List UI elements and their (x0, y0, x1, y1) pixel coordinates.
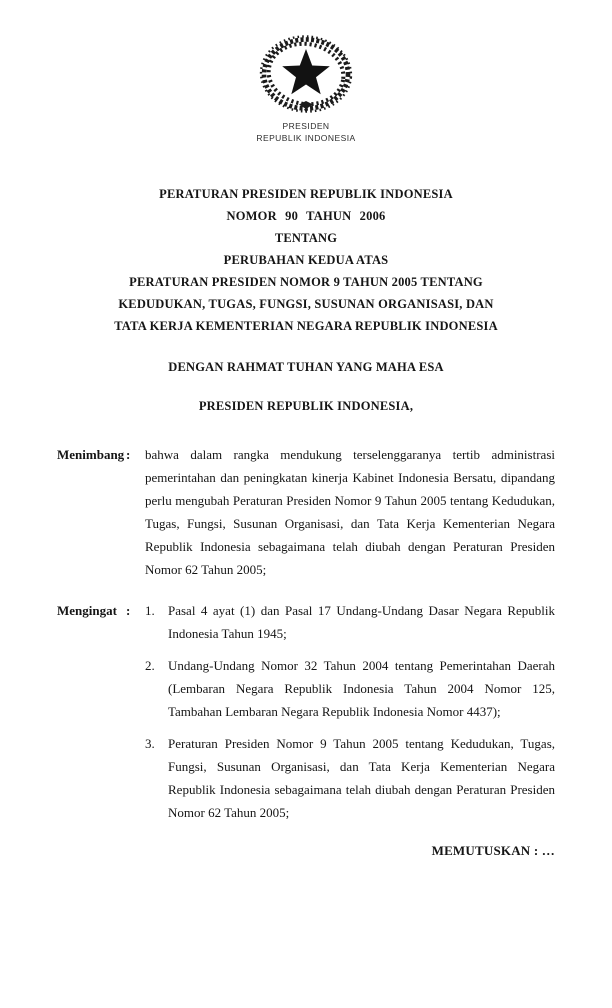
section-mengingat (57, 599, 555, 824)
title-line-number: NOMOR 90 TAHUN 2006 (226, 209, 386, 223)
list-item-text: Undang-Undang Nomor 32 Tahun 2004 tentang Pemerintahan Daerah (Lembaran Negara Republik Indonesia Tahun 2004 Nomor 125, Tambahan Lembaran Negara Republik Indonesia Nomor 4437); (168, 658, 555, 719)
title-line-tentang: TENTANG (274, 231, 338, 245)
list-item-text: Pasal 4 ayat (1) dan Pasal 17 Undang-Undang Dasar Negara Republik Indonesia Tahun 1945; (168, 603, 555, 641)
title-line-amendment: PERUBAHAN KEDUA ATAS (223, 253, 389, 267)
invocation-line: DENGAN RAHMAT TUHAN YANG MAHA ESA (168, 360, 444, 374)
title-line-subject-2: KEDUDUKAN, TUGAS, FUNGSI, SUSUNAN ORGANISASI, DAN (118, 297, 494, 311)
list-item-number: 1. (145, 603, 155, 618)
mengingat-item-3 (145, 732, 555, 824)
title-line-subject-3: TATA KERJA KEMENTERIAN NEGARA REPUBLIK INDONESIA (114, 319, 498, 333)
document-title (56, 183, 556, 337)
mengingat-item-2 (145, 654, 555, 723)
title-line-subject-1: PERATURAN PRESIDEN NOMOR 9 TAHUN 2005 TENTANG (129, 275, 483, 289)
mengingat-label-text: Mengingat (57, 603, 117, 618)
mengingat-label (57, 599, 145, 824)
menimbang-label (57, 443, 145, 581)
mengingat-item-1 (145, 599, 555, 645)
menimbang-body (145, 443, 555, 581)
mengingat-body (145, 599, 555, 824)
issuer-line: PRESIDEN REPUBLIK INDONESIA, (198, 399, 414, 413)
list-item-number: 2. (145, 658, 155, 673)
memutuskan-line: MEMUTUSKAN : … (431, 843, 555, 858)
list-item-text: Peraturan Presiden Nomor 9 Tahun 2005 tentang Kedudukan, Tugas, Fungsi, Susunan Organisasi, dan Tata Kerja Kementerian Negara Republik Indonesia sebagaimana telah diubah dengan Peraturan Presiden Nomor 62 Tahun 2005; (168, 736, 555, 820)
presidential-seal-icon (258, 34, 354, 118)
seal-caption (0, 121, 612, 144)
seal-caption-line1: PRESIDEN (282, 121, 330, 131)
title-line-regulation: PERATURAN PRESIDEN REPUBLIK INDONESIA (159, 187, 453, 201)
seal-caption-line2: REPUBLIK INDONESIA (256, 132, 356, 143)
list-item-number: 3. (145, 736, 155, 751)
menimbang-paragraph: bahwa dalam rangka mendukung terselenggaranya tertib administrasi pemerintahan dan peningkatan kinerja Kabinet Indonesia Bersatu, dipandang perlu mengubah Peraturan Presiden Nomor 9 Tahun 2005 tentang Kedudukan, Tugas, Fungsi, Susunan Organisasi, dan Tata Kerja Kementerian Negara Republik Indonesia sebagaimana telah diubah dengan Peraturan Presiden Nomor 62 Tahun 2005; (145, 447, 555, 577)
mengingat-colon: : (126, 603, 131, 618)
section-menimbang (57, 443, 555, 581)
menimbang-colon: : (126, 447, 131, 462)
star-icon (282, 49, 330, 94)
menimbang-label-text: Menimbang (57, 447, 125, 462)
